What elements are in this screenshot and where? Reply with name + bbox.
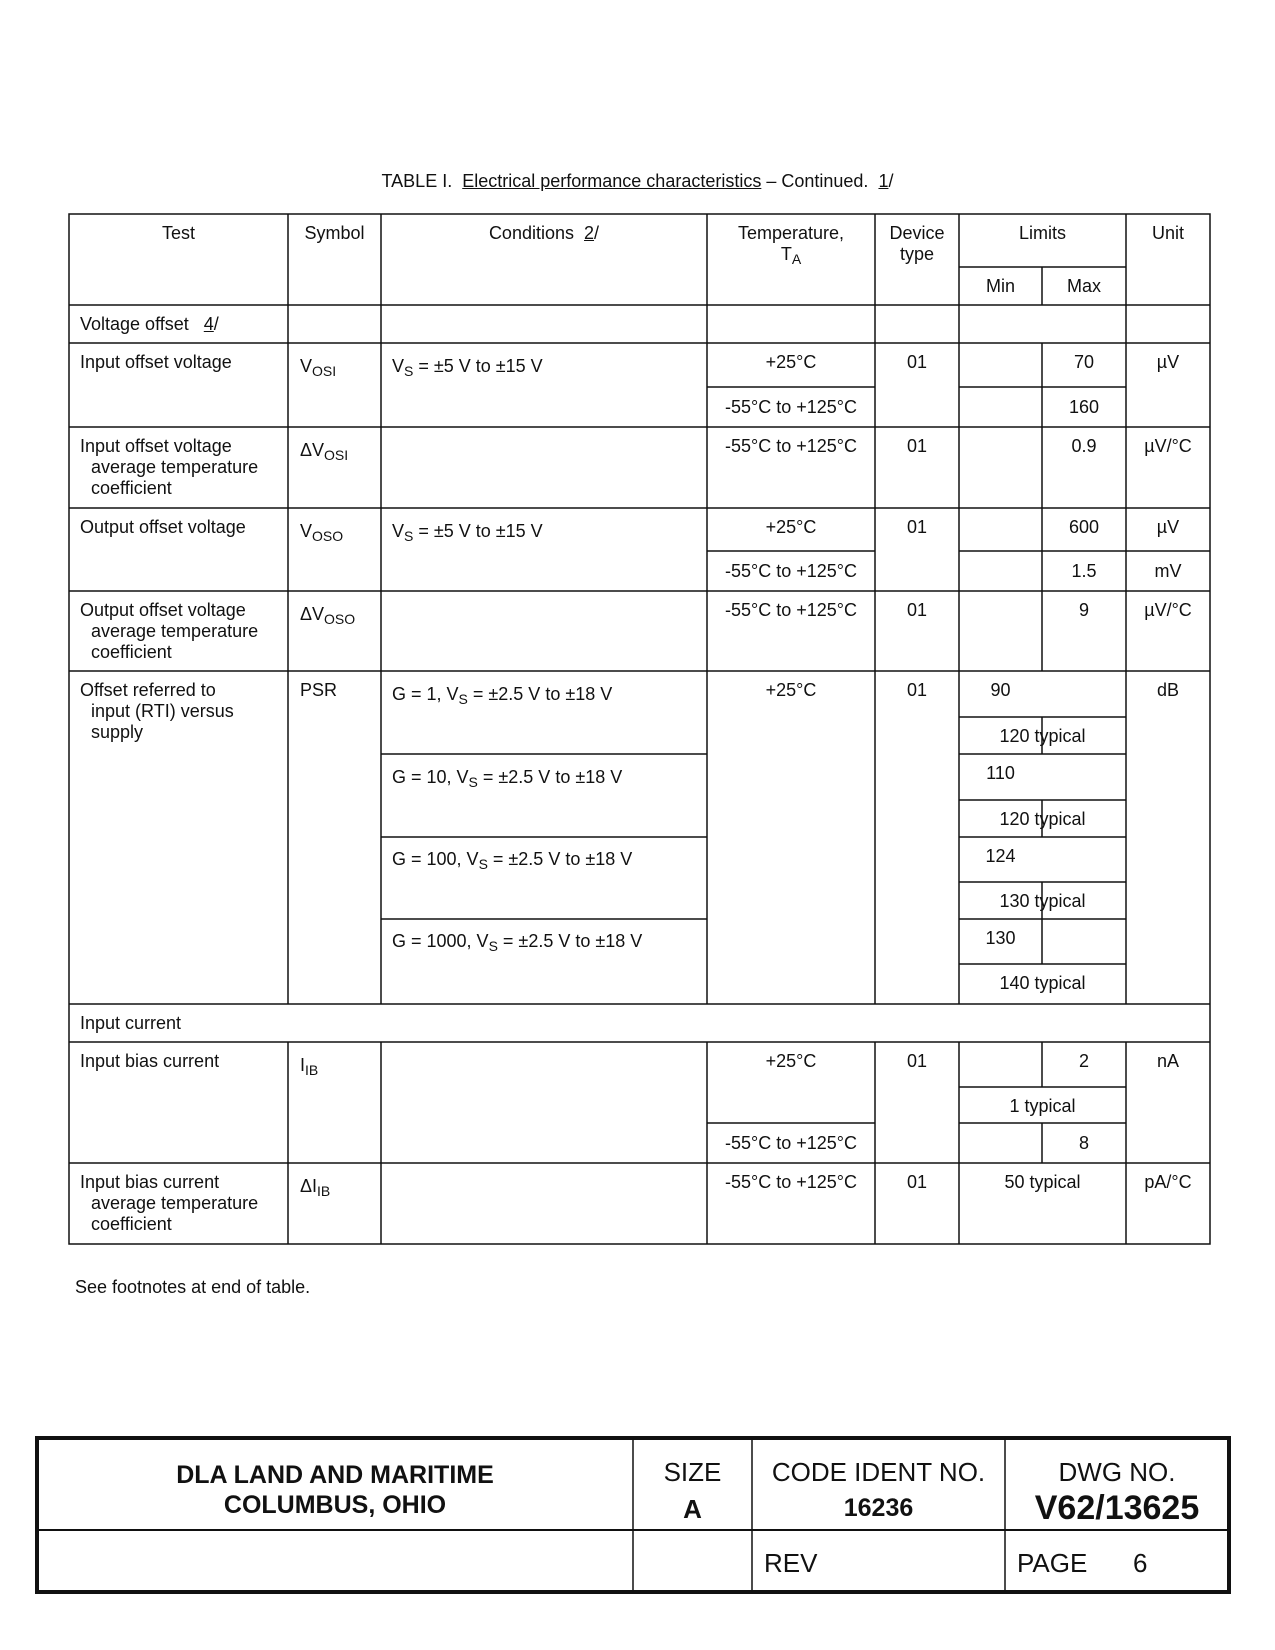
row-voso-max-25: 600 <box>1068 517 1100 537</box>
voltage-offset-footnote-ref: 4 <box>203 314 214 334</box>
row-psr-condition-g1: G = 1, $V_S = \pm 2.5$ V to ±18 V <box>392 684 613 707</box>
row-psr-typical-g1000: 140 typical <box>999 973 1086 993</box>
header-max: Max <box>1066 276 1101 296</box>
row-psr-typical-g1: 120 typical <box>999 726 1086 746</box>
section-input-current: Input current <box>80 1013 182 1033</box>
footnote-text: See footnotes at end of table. <box>75 1277 311 1297</box>
row-voso-condition: $V_S = \pm 5$ V to ±15 V <box>392 521 543 544</box>
title-block-rev-label: REV <box>764 1548 818 1578</box>
row-voso-unit-25: µV <box>1156 517 1180 537</box>
row-voso-max-range: 1.5 <box>1071 561 1097 581</box>
row-psr-condition-g10: G = 10, $V_S = \pm 2.5$ V to ±18 V <box>392 767 623 790</box>
row-psr-temp: +25°C <box>765 680 817 700</box>
title-block-org: DLA LAND AND MARITIME COLUMBUS, OHIO <box>176 1461 494 1519</box>
row-psr-min-g10: 110 <box>986 763 1015 783</box>
row-diib-typical: 50 typical <box>1004 1172 1081 1192</box>
row-iib-typical: 1 typical <box>1009 1096 1076 1116</box>
row-dvosi-unit: µV/°C <box>1144 436 1192 456</box>
header-min: Min <box>985 276 1015 296</box>
row-iib-temp-25: +25°C <box>765 1051 817 1071</box>
row-iib-symbol: $I_{IB}$ <box>300 1055 319 1078</box>
title-block-size-label: SIZE <box>663 1457 722 1487</box>
row-dvosi-temp: -55°C to +125°C <box>725 436 857 456</box>
row-psr-condition-g1000: G = 1000, $V_S = \pm 2.5$ V to ±18 V <box>392 931 643 954</box>
row-voso-symbol: $V_{OSO}$ <box>300 521 344 544</box>
row-vosi-test: Input offset voltage <box>80 352 232 372</box>
row-diib-symbol: $\Delta I_{IB}$ <box>300 1176 331 1199</box>
row-diib-test: Input bias current average temperature coefficient <box>80 1172 259 1234</box>
row-dvosi-test: Input offset voltage average temperature coefficient <box>80 436 259 498</box>
row-psr-min-g1000: 130 <box>985 928 1016 948</box>
caption-title: Electrical performance characteristics <box>462 171 762 191</box>
row-voso-test: Output offset voltage <box>80 517 246 537</box>
row-vosi-temp-range: -55°C to +125°C <box>725 397 857 417</box>
row-psr-typical-g100: 130 typical <box>999 891 1086 911</box>
row-dvosi-max: 0.9 <box>1071 436 1097 456</box>
header-unit: Unit <box>1151 223 1184 243</box>
row-dvoso-max: 9 <box>1078 600 1089 620</box>
row-dvoso-test: Output offset voltage average temperature coefficient <box>80 600 259 662</box>
row-iib-max-25: 2 <box>1078 1051 1089 1071</box>
header-test: Test <box>161 223 195 243</box>
row-vosi-max-25: 70 <box>1073 352 1095 372</box>
caption-footnote-ref: 1 <box>878 171 889 191</box>
row-vosi-temp-25: +25°C <box>765 352 817 372</box>
row-dvoso-symbol: $\Delta V_{OSO}$ <box>300 604 356 627</box>
header-limits: Limits <box>1018 223 1066 243</box>
row-dvosi-device: 01 <box>906 436 928 456</box>
title-block-dwg-value: V62/13625 <box>1034 1489 1200 1527</box>
row-iib-temp-range: -55°C to +125°C <box>725 1133 857 1153</box>
row-psr-min-g100: 124 <box>985 846 1016 866</box>
row-vosi-condition: $V_S = \pm 5$ V to ±15 V <box>392 356 543 379</box>
row-iib-device: 01 <box>906 1051 928 1071</box>
row-vosi-device: 01 <box>906 352 928 372</box>
row-psr-device: 01 <box>906 680 928 700</box>
header-symbol: Symbol <box>304 223 365 243</box>
table-caption: TABLE I. Electrical performance characteristics – Continued. 1/ <box>381 171 894 191</box>
title-block-page-value: 6 <box>1133 1548 1148 1578</box>
row-psr-typical-g10: 120 typical <box>999 809 1086 829</box>
title-block-code-label: CODE IDENT NO. <box>771 1457 986 1487</box>
row-psr-unit: dB <box>1156 680 1180 700</box>
title-block-size-value: A <box>683 1494 702 1524</box>
row-vosi-symbol: $V_{OSI}$ <box>300 356 337 379</box>
row-dvoso-temp: -55°C to +125°C <box>725 600 857 620</box>
row-iib-test: Input bias current <box>80 1051 220 1071</box>
row-psr-symbol: PSR <box>300 680 338 700</box>
header-conditions: Conditions 2/ <box>488 223 600 243</box>
row-voso-unit-range: mV <box>1154 561 1182 581</box>
caption-prefix: TABLE I. <box>381 171 453 191</box>
title-block-page-label: PAGE <box>1017 1548 1088 1578</box>
row-psr-condition-g100: G = 100, $V_S = \pm 2.5$ V to ±18 V <box>392 849 633 872</box>
caption-suffix: – Continued. <box>766 171 869 191</box>
row-vosi-unit: µV <box>1156 352 1180 372</box>
header-device-type: Device type <box>889 223 945 264</box>
row-diib-temp: -55°C to +125°C <box>725 1172 857 1192</box>
row-voso-device: 01 <box>906 517 928 537</box>
row-iib-max-range: 8 <box>1078 1133 1089 1153</box>
row-vosi-max-range: 160 <box>1068 397 1100 417</box>
row-voso-temp-25: +25°C <box>765 517 817 537</box>
row-dvoso-unit: µV/°C <box>1144 600 1192 620</box>
row-diib-device: 01 <box>906 1172 928 1192</box>
row-dvoso-device: 01 <box>906 600 928 620</box>
title-block-code-value: 16236 <box>843 1494 914 1522</box>
conditions-footnote-ref: 2 <box>584 223 595 243</box>
row-dvosi-symbol: $\Delta V_{OSI}$ <box>300 440 349 463</box>
section-voltage-offset: Voltage offset 4/ <box>80 314 219 334</box>
row-iib-unit: nA <box>1156 1051 1180 1071</box>
row-diib-unit: pA/°C <box>1144 1172 1192 1192</box>
row-psr-test: Offset referred to input (RTI) versus supply <box>80 680 234 742</box>
row-psr-min-g1: 90 <box>990 680 1011 700</box>
title-block-dwg-label: DWG NO. <box>1058 1457 1176 1487</box>
row-voso-temp-range: -55°C to +125°C <box>725 561 857 581</box>
header-temperature: Temperature, $T_A$ <box>737 223 845 267</box>
